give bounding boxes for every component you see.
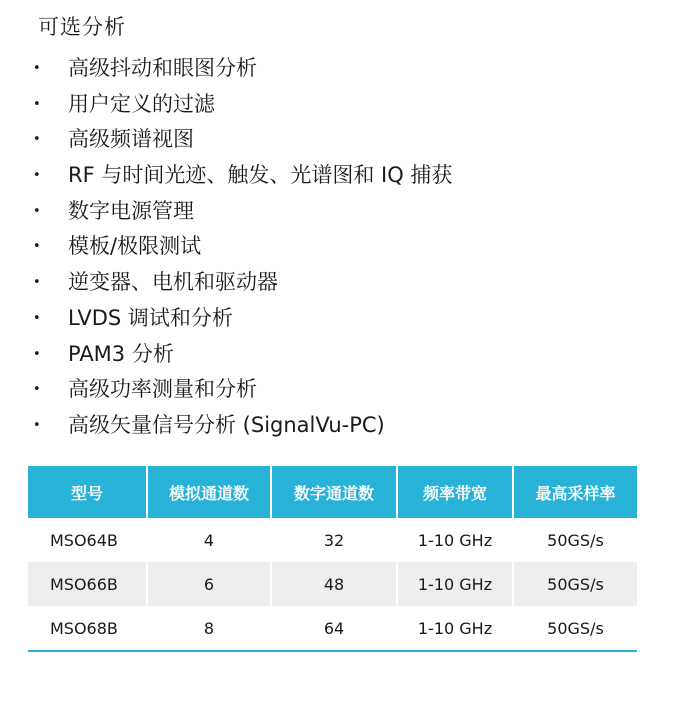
list-item bbox=[0, 301, 452, 337]
list-item-text: PAM3 分析 bbox=[68, 341, 174, 366]
cell-digital-channels: 32 bbox=[271, 518, 397, 562]
list-item bbox=[0, 265, 452, 301]
cell-bandwidth: 1-10 GHz bbox=[397, 562, 513, 606]
list-item-text: 高级频谱视图 bbox=[68, 127, 194, 152]
cell-sample-rate: 50GS/s bbox=[513, 606, 637, 651]
table-row bbox=[28, 518, 637, 562]
bullet-icon: • bbox=[33, 96, 41, 112]
bullet-icon: • bbox=[33, 382, 41, 398]
list-item-text: 逆变器、电机和驱动器 bbox=[68, 270, 278, 295]
column-header-sample-rate: 最高采样率 bbox=[513, 466, 637, 518]
list-item-text: 高级抖动和眼图分析 bbox=[68, 56, 257, 80]
list-item-text: 模板/极限测试 bbox=[68, 234, 202, 259]
column-header-bandwidth: 频率带宽 bbox=[397, 466, 513, 518]
cell-sample-rate: 50GS/s bbox=[513, 518, 637, 562]
column-header-analog-channels: 模拟通道数 bbox=[147, 466, 271, 518]
table-header-row bbox=[28, 466, 637, 518]
list-item bbox=[0, 51, 452, 87]
bullet-icon: • bbox=[33, 168, 41, 184]
list-item bbox=[0, 158, 452, 194]
cell-model: MSO66B bbox=[28, 562, 147, 606]
bullet-icon: • bbox=[33, 203, 41, 219]
list-item-text: 高级功率测量和分析 bbox=[68, 377, 257, 402]
cell-analog-channels: 4 bbox=[147, 518, 271, 562]
list-item-text: RF 与时间光迹、触发、光谱图和 IQ 捕获 bbox=[68, 163, 453, 188]
cell-model: MSO64B bbox=[50, 530, 118, 550]
table-row bbox=[28, 562, 637, 606]
list-item-text: 数字电源管理 bbox=[68, 198, 194, 223]
list-item bbox=[0, 122, 452, 158]
section-title: 可选分析 bbox=[38, 15, 126, 39]
cell-digital-channels: 64 bbox=[271, 606, 397, 651]
bullet-icon: • bbox=[33, 61, 41, 76]
cell-model: MSO68B bbox=[28, 606, 147, 651]
list-item-text: 高级矢量信号分析 (SignalVu-PC) bbox=[68, 412, 385, 437]
list-item bbox=[0, 87, 452, 123]
bullet-icon: • bbox=[33, 346, 41, 362]
list-item-text: LVDS 调试和分析 bbox=[68, 305, 233, 330]
cell-bandwidth: 1-10 GHz bbox=[397, 606, 513, 651]
bullet-icon: • bbox=[33, 132, 41, 148]
cell-bandwidth: 1-10 GHz bbox=[397, 518, 513, 562]
cell-sample-rate: 50GS/s bbox=[513, 562, 637, 606]
bullet-icon: • bbox=[33, 275, 41, 291]
bullet-icon: • bbox=[33, 310, 41, 326]
list-item bbox=[0, 194, 452, 230]
column-header-model: 型号 bbox=[28, 466, 147, 518]
list-item bbox=[0, 229, 452, 265]
cell-analog-channels: 6 bbox=[147, 562, 271, 606]
table-row bbox=[28, 606, 637, 651]
options-list bbox=[0, 51, 452, 444]
cell-analog-channels: 8 bbox=[147, 606, 271, 651]
bullet-icon: • bbox=[33, 417, 41, 433]
model-spec-table bbox=[28, 466, 637, 652]
column-header-digital-channels: 数字通道数 bbox=[271, 466, 397, 518]
list-item bbox=[0, 337, 452, 373]
cell-digital-channels: 48 bbox=[271, 562, 397, 606]
list-item bbox=[0, 408, 452, 444]
list-item-text: 用户定义的过滤 bbox=[68, 91, 215, 116]
bullet-icon: • bbox=[33, 239, 41, 255]
list-item bbox=[0, 372, 452, 408]
